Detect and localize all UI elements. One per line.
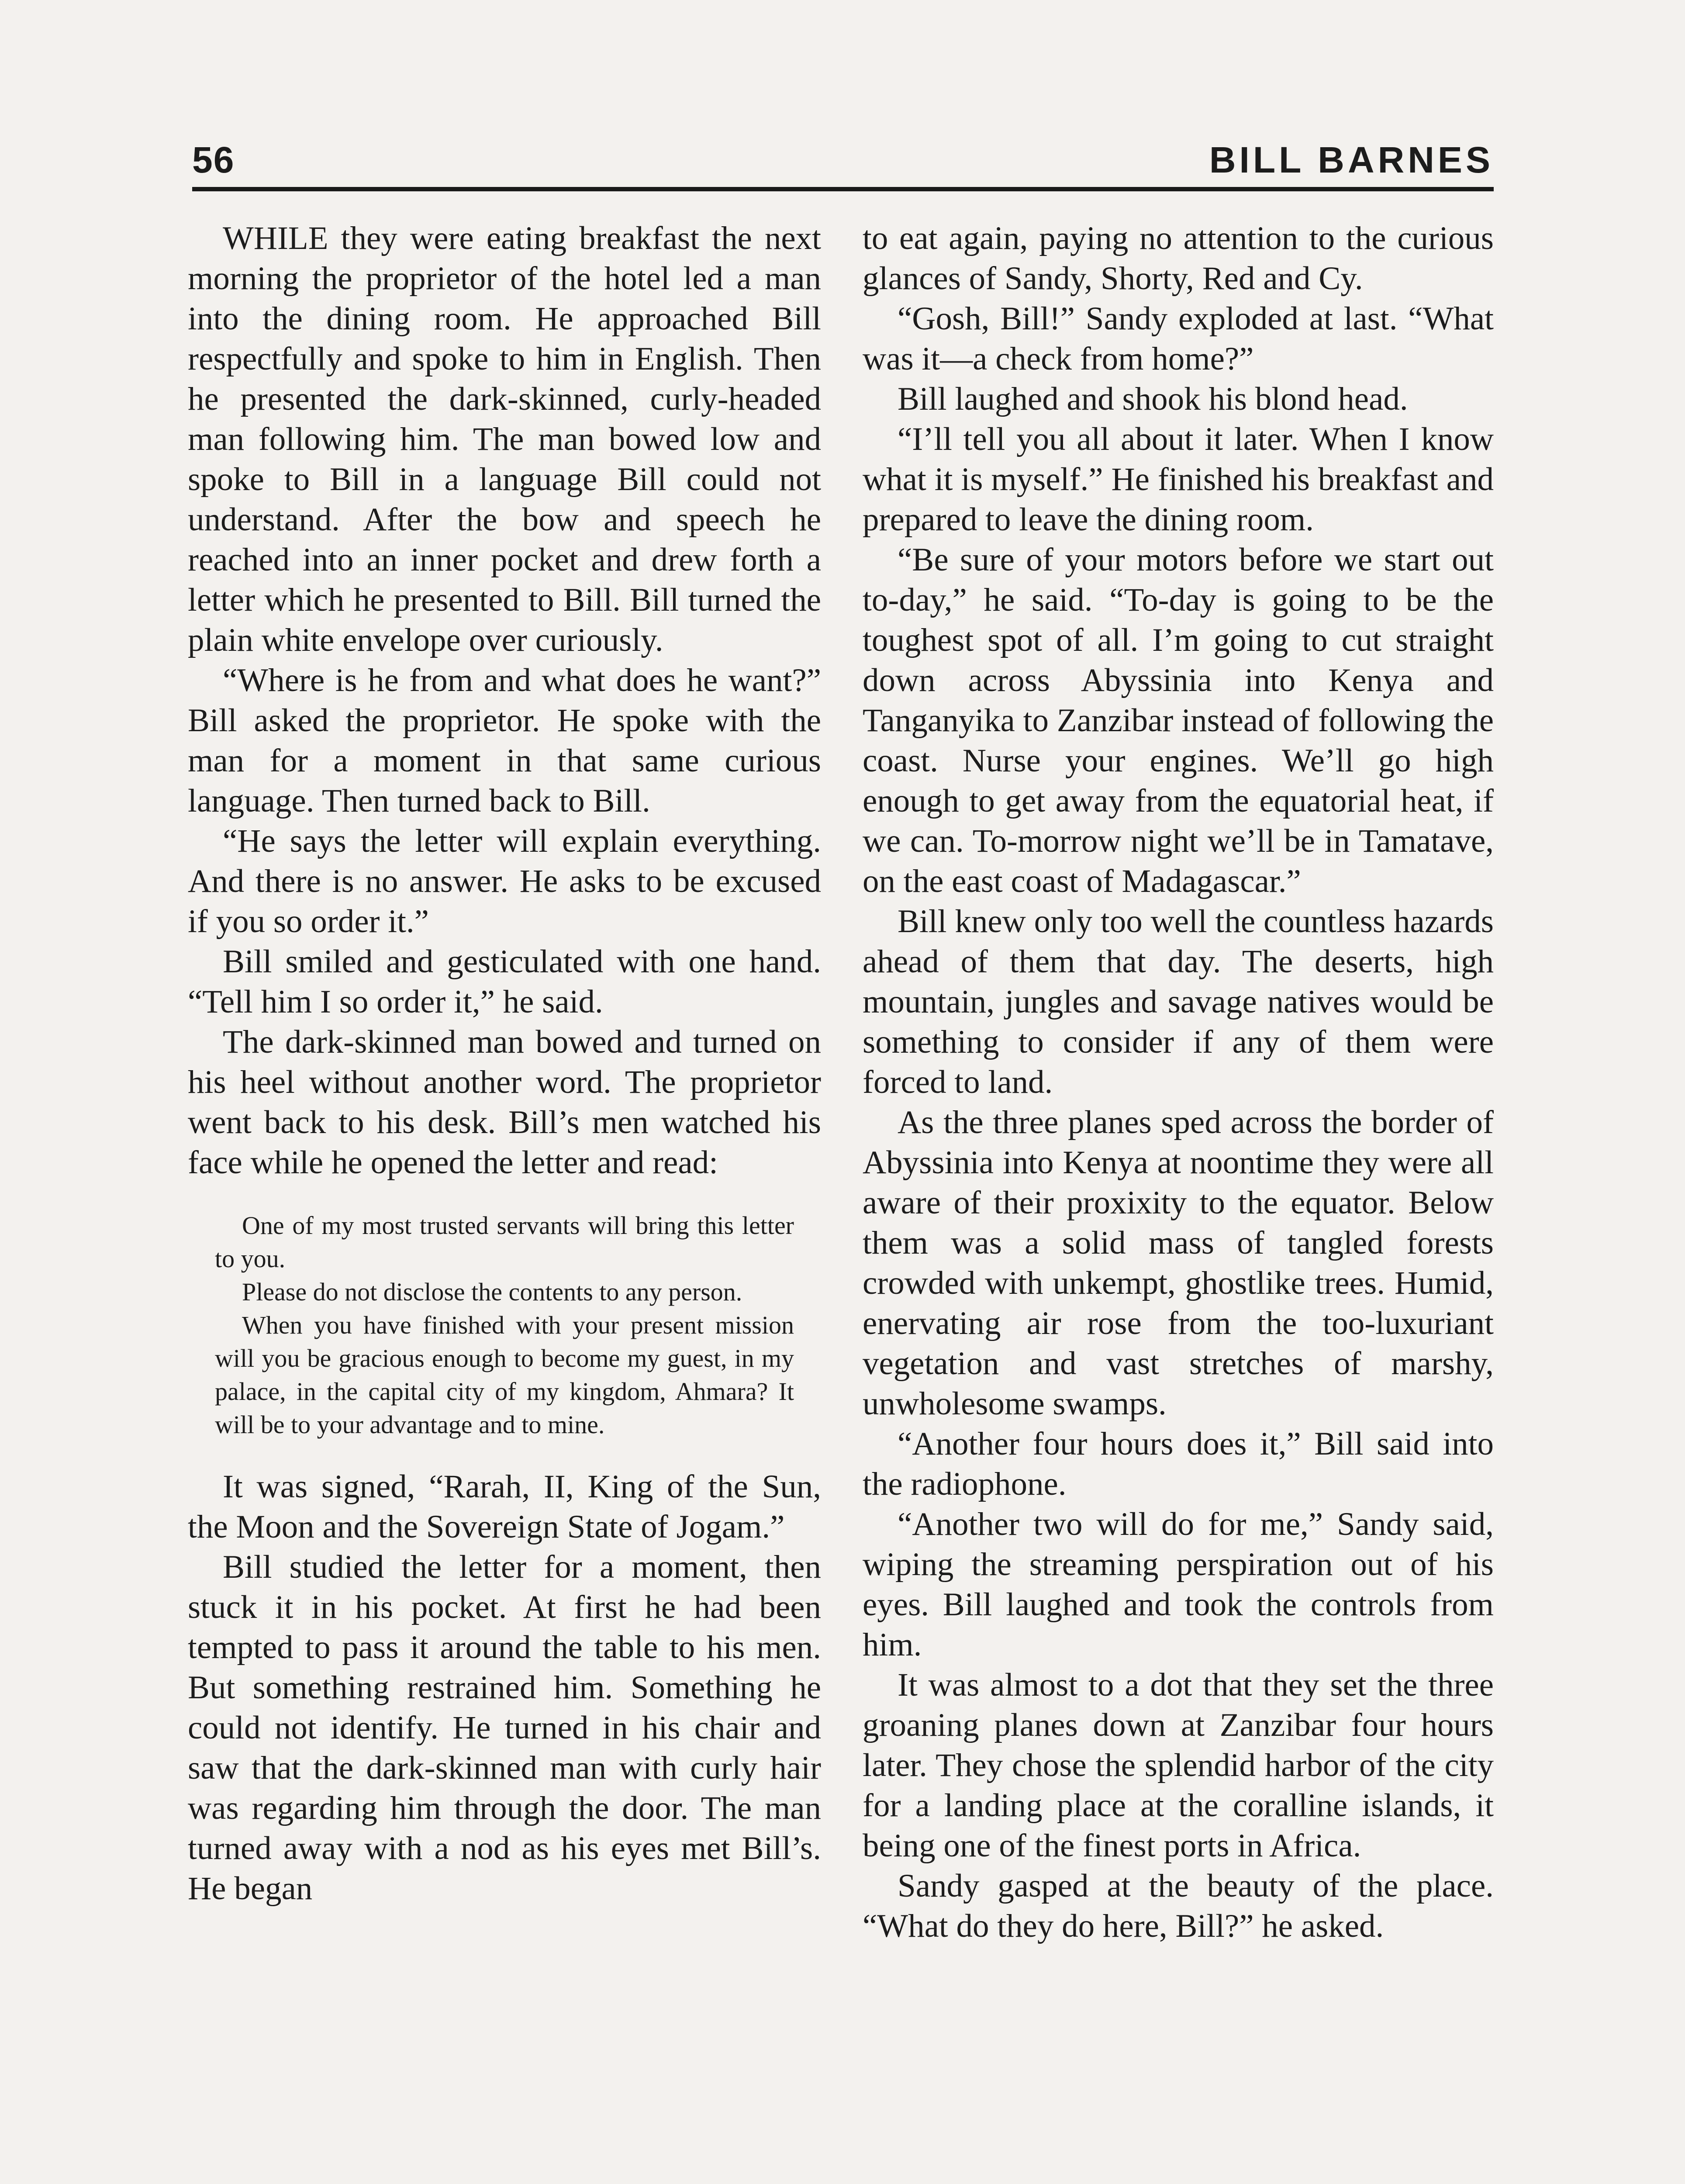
paragraph: It was almost to a dot that they set the three groaning planes down at Zanzibar four hours later. They chose the splendid harbor of the city for a landing place at the coralline islands, it being one of the finest ports in Africa. — [863, 1667, 1494, 1864]
letter-paragraph: When you have finished with your present mission will you be gracious enough to become my guest, in my palace, in the capital city of my kingdom, Ahmara? It will be to your advantage and to mine. — [215, 1311, 794, 1439]
paragraph: “Gosh, Bill!” Sandy exploded at last. “What was it—a check from home?” — [863, 301, 1494, 377]
running-head: BILL BARNES — [1209, 139, 1494, 180]
paragraph: “Another two will do for me,” Sandy said, wiping the streaming perspiration out of his eyes. Bill laughed and took the controls from him. — [863, 1506, 1494, 1663]
paragraph: Bill laughed and shook his blond head. — [898, 381, 1408, 417]
paragraph: “He says the letter will explain everything. And there is no answer. He asks to be excused if you so order it.” — [188, 823, 821, 940]
right-column — [863, 218, 1494, 1946]
paragraph: “I’ll tell you all about it later. When I know what it is myself.” He finished his breakfast and prepared to leave the dining room. — [863, 421, 1494, 538]
paragraph: “Be sure of your motors before we start out to-day,” he said. “To-day is going to be the toughest spot of all. I’m going to cut straight down across Abyssinia into Kenya and Tanganyika to Zanzibar instead of following the coast. Nurse your engines. We’ll go high enough to get away from the equatorial heat, if we can. To-morrow night we’ll be in Tamatave, on the east coast of Madagascar.” — [863, 542, 1494, 899]
paragraph: It was signed, “Rarah, II, King of the Sun, the Moon and the Sovereign State of Jogam.” — [188, 1469, 821, 1545]
letter-paragraph: One of my most trusted servants will bring this letter to you. — [215, 1211, 794, 1273]
paragraph: The dark-skinned man bowed and turned on his heel without another word. The proprietor went back to his desk. Bill’s men watched his face while he opened the letter and read: — [188, 1024, 821, 1181]
paragraph: “Where is he from and what does he want?” Bill asked the proprietor. He spoke with the man for a moment in that same curious language. Then turned back to Bill. — [188, 662, 821, 819]
paragraph: As the three planes sped across the border of Abyssinia into Kenya at noontime they were all aware of their proxixity to the equator. Below them was a solid mass of tangled forests crowded with unkempt, ghostlike trees. Humid, enervating air rose from the too-luxuriant vegetation and vast stretches of marshy, unwholesome swamps. — [863, 1104, 1494, 1422]
paragraph: Sandy gasped at the beauty of the place. “What do they do here, Bill?” he asked. — [863, 1868, 1494, 1944]
page-header — [192, 139, 1494, 191]
paragraph: “Another four hours does it,” Bill said into the radiophone. — [863, 1426, 1494, 1502]
letter-paragraph: Please do not disclose the contents to any person. — [242, 1278, 742, 1306]
left-column — [188, 218, 821, 1909]
page-number: 56 — [192, 139, 235, 180]
paragraph: WHILE they were eating breakfast the next morning the proprietor of the hotel led a man into the dining room. He approached Bill respectfully and spoke to him in English. Then he presented the dark-skinned, curly-headed man following him. The man bowed low and spoke to Bill in a language Bill could not understand. After the bow and speech he reached into an inner pocket and drew forth a letter which he presented to Bill. Bill turned the plain white envelope over curiously. — [188, 220, 821, 658]
paragraph: Bill smiled and gesticulated with one hand. “Tell him I so order it,” he said. — [188, 943, 821, 1020]
letter-excerpt — [215, 1209, 794, 1441]
paragraph: Bill knew only too well the countless hazards ahead of them that day. The deserts, high mountain, jungles and savage natives would be something to consider if any of them were forced to land. — [863, 903, 1494, 1100]
paragraph: Bill studied the letter for a moment, then stuck it in his pocket. At first he had been tempted to pass it around the table to his men. But something restrained him. Something he could not identify. He turned in his chair and saw that the dark-skinned man with curly hair was regarding him through the door. The man turned away with a nod as his eyes met Bill’s. He began — [188, 1549, 821, 1907]
paragraph-continuation: to eat again, paying no attention to the curious glances of Sandy, Shorty, Red and Cy. — [863, 220, 1494, 297]
